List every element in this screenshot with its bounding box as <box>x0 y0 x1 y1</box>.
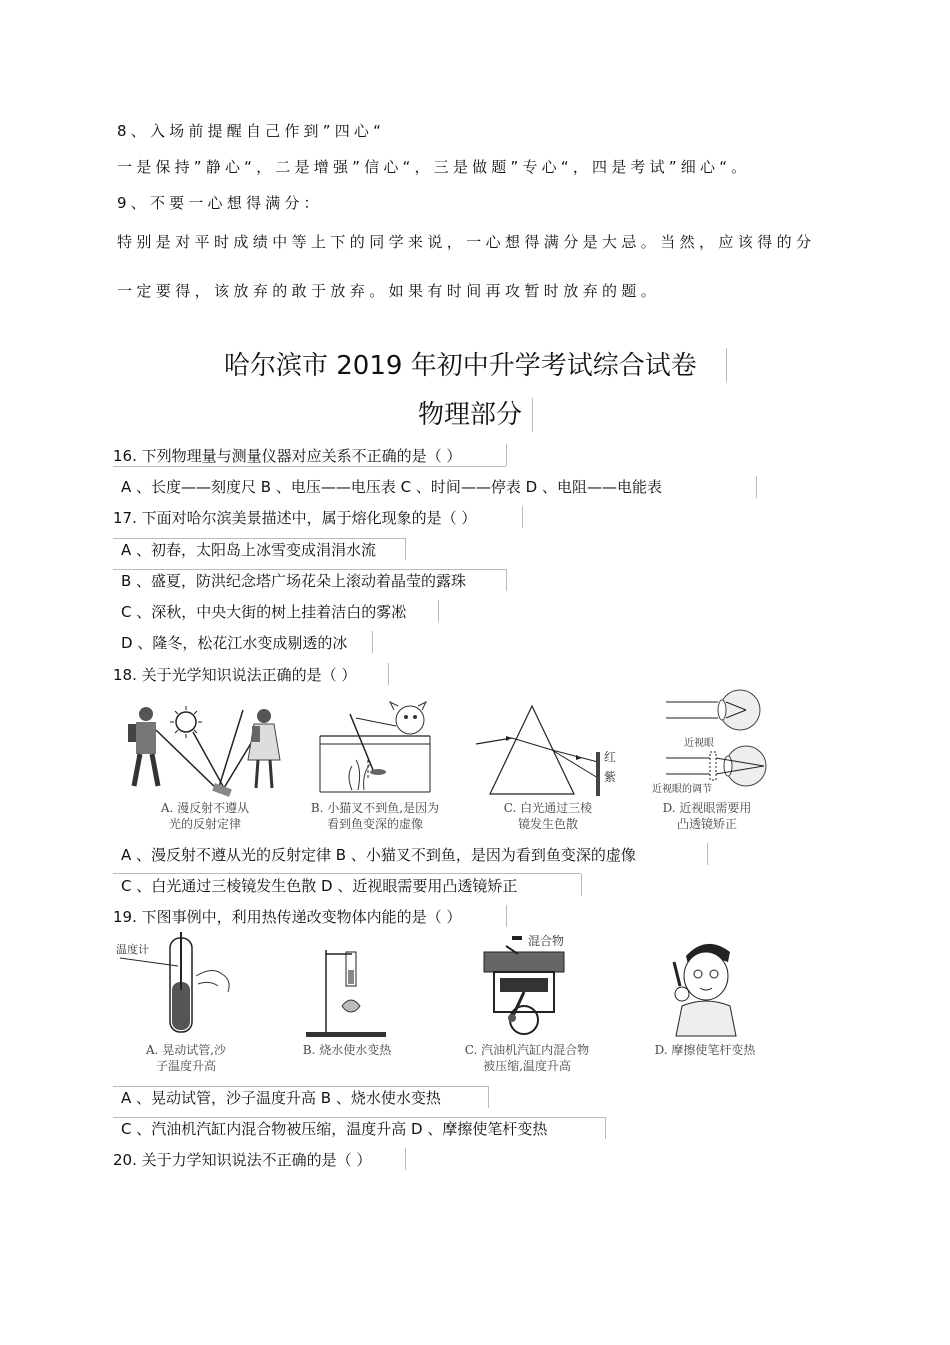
exam-subtitle: 物理部分 <box>418 400 523 430</box>
q19-figure-c <box>472 932 592 1042</box>
q19-fig-c-label: 混合物 <box>528 934 565 948</box>
tip-9-body-2: 一定要得，该放弃的敢于放弃。如果有时间再攻暂时放弃的题。 <box>117 282 661 300</box>
q19-fig-b-caption-1: B. 烧水使水变热 <box>302 1043 392 1057</box>
q16-stem: 16. 下列物理量与测量仪器对应关系不正确的是（ ） <box>113 447 462 465</box>
q18-figure-a <box>118 700 298 800</box>
q18-fig-a-caption-2: 光的反射定律 <box>168 817 241 831</box>
q18-figure-b <box>318 700 458 800</box>
q17-option-c: C 、深秋，中央大街的树上挂着洁白的雾凇 <box>121 603 407 621</box>
q18-stem: 18. 关于光学知识说法正确的是（ ） <box>113 666 357 684</box>
q18-options-cd: C 、白光通过三棱镜发生色散 D 、近视眼需要用凸透镜矫正 <box>121 877 518 895</box>
q18-fig-d-label-1: 近视眼 <box>684 738 714 749</box>
exam-title: 哈尔滨市 2019 年初中升学考试综合试卷 <box>224 351 697 381</box>
q18-fig-d-caption-1: D. 近视眼需要用 <box>662 801 752 815</box>
q19-figure-d <box>660 936 760 1040</box>
q19-fig-c-caption-1: C. 汽油机汽缸内混合物 <box>464 1043 590 1057</box>
tip-9-title: 9、不要一心想得满分： <box>117 194 323 212</box>
q20-stem: 20. 关于力学知识说法不正确的是（ ） <box>113 1151 372 1169</box>
q17-stem: 17. 下面对哈尔滨美景描述中，属于熔化现象的是（ ） <box>113 509 477 527</box>
q19-stem: 19. 下图事例中，利用热传递改变物体内能的是（ ） <box>113 908 462 926</box>
q18-fig-c-caption-1: C. 白光通过三棱 <box>503 801 593 815</box>
tip-8-body: 一是保持”静心“，二是增强”信心“，三是做题”专心“，四是考试”细心“。 <box>117 158 751 176</box>
q17-option-d: D 、隆冬，松花江水变成剔透的冰 <box>121 634 348 652</box>
q18-figure-c <box>472 700 622 800</box>
q19-options-ab: A 、晃动试管，沙子温度升高 B 、烧水使水变热 <box>121 1089 441 1107</box>
q19-fig-a-caption-1: A. 晃动试管,沙 <box>145 1043 227 1057</box>
tip-8-title: 8、入场前提醒自己作到”四心“ <box>117 122 386 140</box>
q19-figure-b <box>296 940 396 1040</box>
q19-fig-a-caption-2: 子温度升高 <box>155 1059 216 1073</box>
q19-options-cd: C 、汽油机汽缸内混合物被压缩，温度升高 D 、摩擦使笔杆变热 <box>121 1120 548 1138</box>
q18-fig-c-caption-2: 镜发生色散 <box>517 817 578 831</box>
q18-fig-c-purple-label: 紫 <box>604 770 617 784</box>
q17-option-b: B 、盛夏，防洪纪念塔广场花朵上滚动着晶莹的露珠 <box>121 572 467 590</box>
q17-option-a: A 、初春，太阳岛上冰雪变成涓涓水流 <box>121 541 377 559</box>
q18-fig-d-caption-2: 凸透镜矫正 <box>676 817 737 831</box>
q19-fig-c-caption-2: 被压缩,温度升高 <box>483 1059 571 1073</box>
q18-fig-d-label-2: 近视眼的调节 <box>652 784 712 795</box>
q16-options: A 、长度——刻度尺 B 、电压——电压表 C 、时间——停表 D 、电阻——电能表 <box>121 478 662 496</box>
tip-9-body-1: 特别是对平时成绩中等上下的同学来说，一心想得满分是大忌。当然，应该得的分 <box>117 233 816 251</box>
q18-fig-b-caption-1: B. 小猫叉不到鱼,是因为 <box>310 801 440 815</box>
q18-fig-b-caption-2: 看到鱼变深的虚像 <box>326 817 423 831</box>
q18-fig-a-caption-1: A. 漫反射不遵从 <box>160 801 250 815</box>
q18-fig-c-red-label: 红 <box>604 750 617 764</box>
q19-fig-d-caption-1: D. 摩擦使笔杆变热 <box>654 1043 756 1057</box>
q18-options-ab: A 、漫反射不遵从光的反射定律 B 、小猫叉不到鱼，是因为看到鱼变深的虚像 <box>121 846 636 864</box>
q19-fig-a-label: 温度计 <box>116 943 149 956</box>
